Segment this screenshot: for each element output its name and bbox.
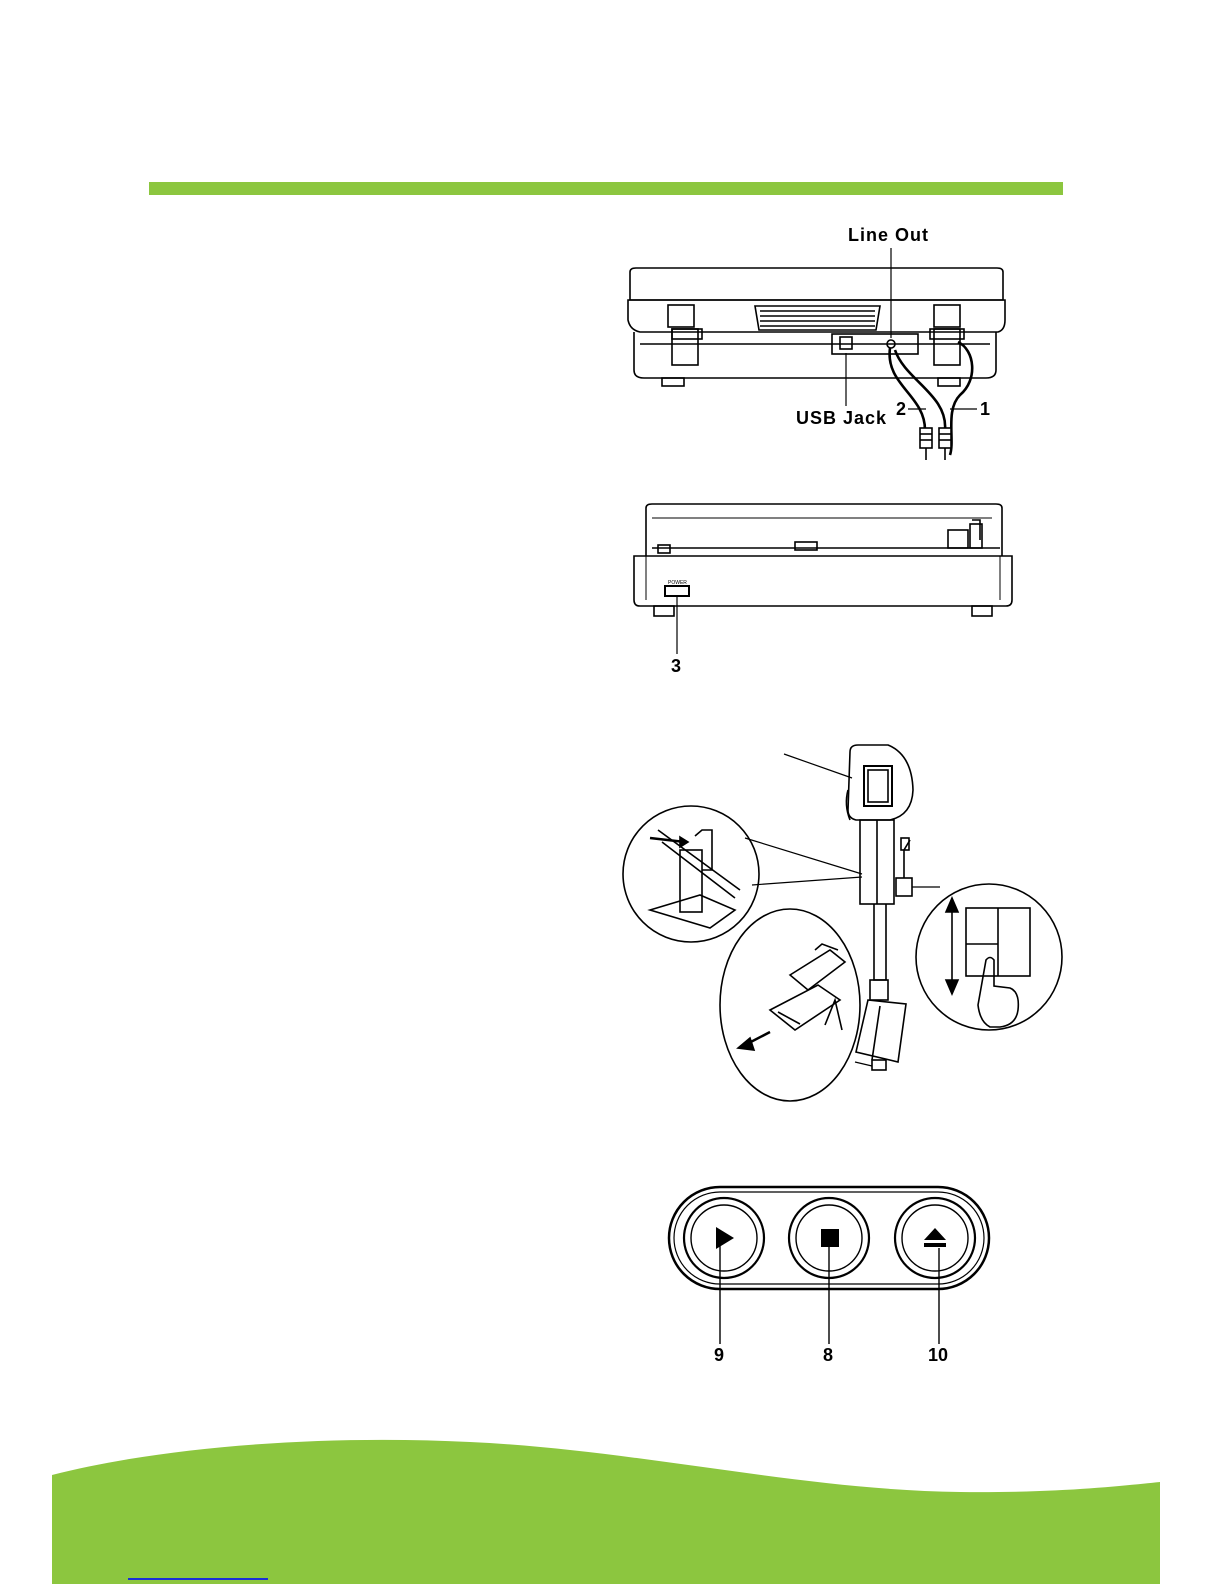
footer-link-underline[interactable] — [128, 1578, 268, 1580]
header-accent-bar — [149, 182, 1063, 195]
callout-10: 10 — [928, 1345, 949, 1365]
line-out-label: Line Out — [848, 225, 929, 245]
play-icon — [716, 1227, 734, 1249]
callout-8: 8 — [823, 1345, 834, 1365]
callout-1: 1 — [980, 399, 991, 419]
stop-icon — [821, 1229, 839, 1247]
footer-green-wave — [0, 1430, 1224, 1584]
eject-icon — [924, 1228, 946, 1247]
usb-jack-label: USB Jack — [796, 408, 888, 428]
callout-2: 2 — [896, 399, 907, 419]
callout-9: 9 — [714, 1345, 725, 1365]
svg-text:POWER: POWER — [668, 580, 687, 586]
callout-3: 3 — [671, 656, 682, 676]
